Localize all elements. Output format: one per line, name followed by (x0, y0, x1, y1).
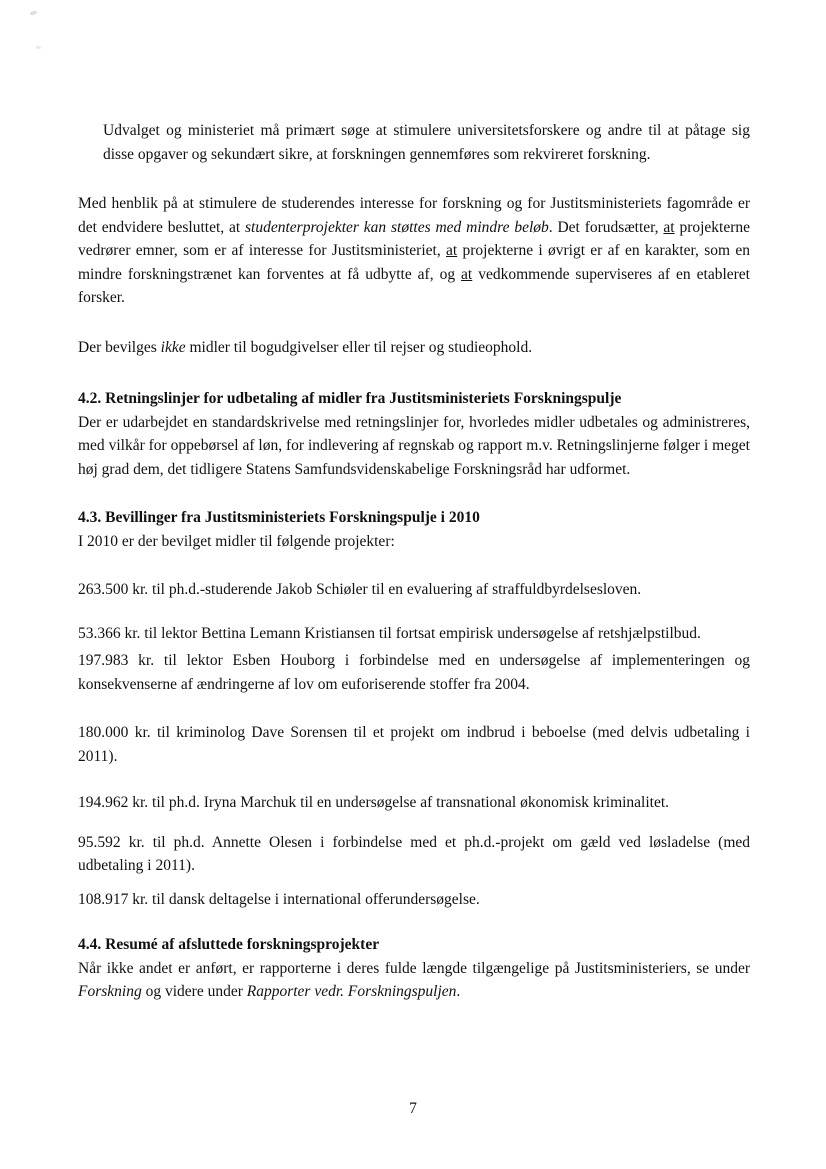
grants-list (78, 578, 750, 911)
grant-item: 197.983 kr. til lektor Esben Houborg i forbindelse med en undersøgelse af implementeringen og konsekvenserne af ændringerne af lov om euforiserende stoffer fra 2004. (78, 652, 750, 693)
scan-artifact (36, 46, 41, 49)
grant-item: 194.962 kr. til ph.d. Iryna Marchuk til en undersøgelse af transnational økonomisk kriminalitet. (78, 794, 670, 811)
scan-artifact (30, 10, 38, 16)
grant-item: 95.592 kr. til ph.d. Annette Olesen i forbindelse med et ph.d.-projekt om gæld ved løsladelse (med udbetaling i 2011). (78, 833, 750, 874)
section-heading-4-4: 4.4. Resumé af afsluttede forskningsprojekter (78, 936, 380, 953)
grant-item: 180.000 kr. til kriminolog Dave Sorensen til et projekt om indbrud i beboelse (med delvis udbetaling i 2011). (78, 724, 750, 765)
section-heading-4-2: 4.2. Retningslinjer for udbetaling af midler fra Justitsministeriets Forskningspulje (78, 390, 622, 407)
paragraph-guidelines: Der er udarbejdet en standardskrivelse med retningslinjer for, hvorledes midler udbetales og administreres, med vilkår for oppebørsel af løn, for indlevering af regnskab og rapport m.v. Retningslinjerne følger i meget høj grad dem, det tidligere Statens Samfundsvidenskabelige Forskningsråd har udformet. (78, 413, 750, 478)
paragraph-grants-intro: I 2010 er der bevilget midler til følgende projekter: (78, 532, 395, 550)
paragraph-student-projects: Med henblik på at stimulere de studerendes interesse for forskning og for Justitsministeriets fagområde er det endvidere besluttet, at studenterprojekter kan støttes med mindre beløb. Det forudsætter, at projekterne vedrører emner, som er af interesse for Justitsministeriet, at projekterne i øvrigt er af en karakter, som en mindre forskningstrænet kan forventes at få udbytte af, og at vedkommende superviseres af en etableret forsker. (78, 195, 751, 306)
paragraph-reports: Når ikke andet er anført, er rapporterne i deres fulde længde tilgængelige på Justitsministeriers, se under Forskning og videre under Rapporter vedr. Forskningspuljen. (78, 959, 750, 1000)
page-number: 7 (409, 1100, 417, 1117)
section-heading-4-3: 4.3. Bevillinger fra Justitsministeriets Forskningspulje i 2010 (78, 509, 480, 526)
grant-item: 108.917 kr. til dansk deltagelse i international offerundersøgelse. (78, 890, 480, 908)
grant-item: 53.366 kr. til lektor Bettina Lemann Kristiansen til fortsat empirisk undersøgelse af retshjælpstilbud. (78, 624, 701, 642)
paragraph-no-funds: Der bevilges ikke midler til bogudgivelser eller til rejser og studieophold. (78, 338, 533, 356)
grant-item: 263.500 kr. til ph.d.-studerende Jakob Schiøler til en evaluering af straffuldbyrdelsesloven. (78, 581, 642, 598)
indented-quote-paragraph: Udvalget og ministeriet må primært søge at stimulere universitetsforskere og andre til at påtage sig disse opgaver og sekundært sikre, at forskningen gennemføres som rekvireret forskning. (103, 122, 750, 163)
